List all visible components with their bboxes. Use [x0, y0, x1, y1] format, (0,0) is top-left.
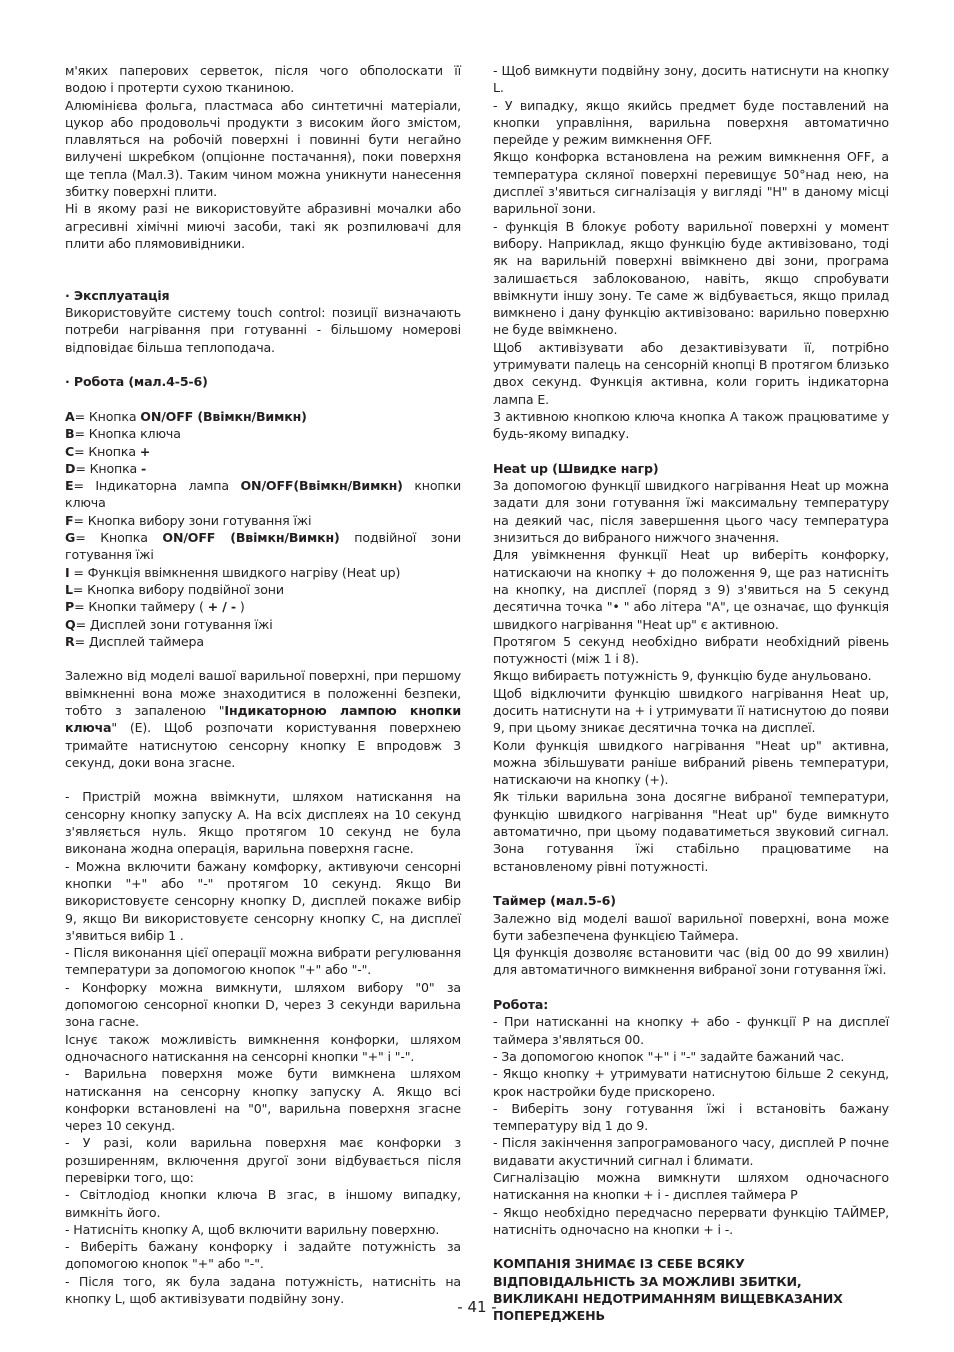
- disclaimer: КОМПАНІЯ ЗНИМАЄ ІЗ СЕБЕ ВСЯКУ ВІДПОВІДАЛЬНІСТЬ ЗА МОЖЛИВІ ЗБИТКИ, ВИКЛИКАНІ НЕДОТРИМАННЯМ ВИЩЕВКАЗАНИХ ПОПЕРЕДЖЕНЬ: [493, 1256, 843, 1324]
- paragraph: Щоб активізувати або дезактивізувати її, потрібно утримувати палець на сенсорній кнопці B протягом близько двох секунд. Функція активна, коли горить індикаторна лампа E.: [493, 339, 889, 407]
- legend-item-b: B= Кнопка ключа: [65, 426, 181, 442]
- legend-item-g: G= Кнопка ON/OFF (Ввімкн/Вимкн) подвійної зони готування їжі: [65, 530, 461, 563]
- paragraph: - Виберіть зону готування їжі і встановіть бажану температуру від 1 до 9.: [493, 1100, 889, 1134]
- paragraph: - У випадку, якщо якийсь предмет буде поставлений на кнопки управління, варильна поверхня автоматично перейде у режим вимкнення OFF.: [493, 97, 889, 148]
- paragraph: - Натисніть кнопку A, щоб включити варильну поверхню.: [65, 1221, 440, 1237]
- section-heading-operation: · Эксплуатація: [65, 287, 170, 303]
- paragraph: - Виберіть бажану конфорку і задайте потужність за допомогою кнопок "+" або "-".: [65, 1239, 461, 1272]
- paragraph: - Можна включити бажану комфорку, активуючи сенсорні кнопки "+" або "-" протягом 10 секунд. Якщо Ви використовуєте сенсорну кнопку D, дисплей покаже вибір 9, якщо Ви використовуєте сенсорну кнопку C, на дисплеї з'явиться вибір 1 .: [65, 858, 461, 943]
- legend-item-d: D= Кнопка -: [65, 460, 147, 476]
- paragraph: - Після того, як була задана потужність, натисніть на кнопку L, щоб активізувати подвійну зону.: [65, 1273, 461, 1307]
- paragraph: - Світлодіод кнопки ключа B згас, в іншому випадку, вимкніть його.: [65, 1187, 461, 1220]
- paragraph: - Якщо необхідно передчасно перервати функцію ТАЙМЕР, натисніть одночасно на кнопки + і -.: [493, 1204, 889, 1237]
- paragraph: - Після закінчення запрограмованого часу, дисплей P почне видавати акустичний сигнал і блимати.: [493, 1135, 889, 1168]
- paragraph: Протягом 5 секунд необхідно вибрати необхідний рівень потужності (між 1 і 8).: [493, 633, 889, 667]
- legend-item-a: A= Кнопка ON/OFF (Ввімкн/Вимкн): [65, 408, 307, 424]
- paragraph: Коли функція швидкого нагрівання "Heat up" активна, можна збільшувати раніше вибраний рівень температури, натискаючи на кнопку (+).: [493, 737, 889, 788]
- page-number: - 41 -: [457, 1298, 497, 1316]
- legend-item-i: I = Функція ввімкнення швидкого нагріву (Heat up): [65, 564, 401, 580]
- paragraph: За допомогою функції швидкого нагрівання Heat up можна задати для зони готування їжі максимальну температуру на деякий час, після завершення цього часу температура знизиться до вибраного нижчого значення.: [493, 478, 889, 546]
- section-heading-timer: Таймер (мал.5-6): [493, 893, 616, 909]
- paragraph: Сигналізацію можна вимкнути шляхом одночасного натискання на кнопки + і - дисплея таймера P: [493, 1170, 889, 1203]
- paragraph: Ні в якому разі не використовуйте абразивні мочалки або агресивні хімічні миючі засоби, такі як розпилювачі для плити або плямовивідники.: [65, 201, 461, 251]
- legend-item-e: E= Індикаторна лампа ON/OFF(Ввімкн/Вимкн) кнопки ключа: [65, 478, 461, 511]
- paragraph: - За допомогою кнопок "+" і "-" задайте бажаний час.: [493, 1048, 845, 1064]
- paragraph: м'яких паперових серветок, після чого обполоскати її водою і протерти сухою тканиною.: [65, 63, 461, 96]
- paragraph: - Щоб вимкнути подвійну зону, досить натиснути на кнопку L.: [493, 63, 889, 96]
- paragraph: Для увімкнення функції Heat up виберіть конфорку, натискаючи на кнопку + до положення 9, ще раз натисніть на кнопку, на дисплеї (поряд з 9) з'явиться на 5 секунд десятична точка "• " або літера "A", це означає, що функція швидкого нагрівання "Heat up" є активною.: [493, 547, 889, 632]
- legend-item-c: C= Кнопка +: [65, 443, 151, 459]
- paragraph: - При натисканні на кнопку + або - функції P на дисплеї таймера з'являться 00.: [493, 1014, 889, 1047]
- paragraph: Як тільки варильна зона досягне вибраної температури, функцію швидкого нагрівання "Heat up" буде вимкнуто автоматично, при цьому подаватиметься звуковий сигнал. Зона готування їжі стабільно працюватиме на встановленому рівні потужності.: [493, 789, 889, 874]
- legend-item-f: F= Кнопка вибору зони готування їжі: [65, 512, 312, 528]
- paragraph: - Конфорку можна вимкнути, шляхом вибору "0" за допомогою сенсорної кнопки D, через 3 секунди варильна зона гасне.: [65, 979, 461, 1030]
- section-heading-timer-work: Робота:: [493, 997, 549, 1013]
- button-legend: [65, 408, 461, 650]
- right-column: [493, 62, 889, 1325]
- paragraph: - Після виконання цієї операції можна вибрати регулювання температури за допомогою кнопок "+" або "-".: [65, 945, 461, 978]
- paragraph: Якщо конфорка встановлена на режим вимкнення OFF, а температура скляної поверхні перевищує 50°над нею, на дисплеї з'явиться сигналізація у вигляді "H" в даному місці варильної зони.: [493, 149, 889, 217]
- paragraph: Використовуйте систему touch control: позиції визначають потреби нагрівання при готуванні - більшому номерові відповідає більша теплоподача.: [65, 305, 461, 355]
- paragraph: Існує також можливість вимкнення конфорки, шляхом одночасного натискання на сенсорні кнопки "+" і "-".: [65, 1031, 461, 1064]
- legend-item-p: P= Кнопки таймеру ( + / - ): [65, 599, 245, 615]
- paragraph: - Якщо кнопку + утримувати натиснутою більше 2 секунд, крок настройки буде прискорено.: [493, 1066, 889, 1099]
- paragraph: Щоб відключити функцію швидкого нагрівання Heat up, досить натиснути на + і утримувати її натиснутою до появи 9, при цьому зникає десятична точка на дисплеї.: [493, 685, 889, 736]
- paragraph: - Варильна поверхня може бути вимкнена шляхом натискання на сенсорну кнопку запуску A. Якщо всі конфорки встановлені на "0", варильна поверхня згасне через 10 секунд.: [65, 1066, 461, 1134]
- safety-paragraph: Залежно від моделі вашої варильної поверхні, при першому ввімкненні вона може знаходитися в положенні безпеки, тобто з запаленою "Індикаторною лампою кнопки ключа" (E). Щоб розпочати користування поверхнею тримайте натиснутою сенсорну кнопку E впродовж 3 секунд, доки вона згасне.: [65, 668, 462, 770]
- paragraph: Ця функція дозволяє встановити час (від 00 до 99 хвилин) для автоматичного вимкнення вибраної зони готування їжі.: [493, 945, 889, 978]
- section-heading-heat-up: Heat up (Швидке нагр): [493, 460, 659, 476]
- left-column: [65, 62, 461, 1307]
- section-heading-work: · Робота (мал.4-5-6): [65, 374, 208, 390]
- legend-item-r: R= Дисплей таймера: [65, 633, 204, 649]
- paragraph: Алюмінієва фольга, пластмаса або синтетичні матеріали, цукор або продовольчі продукти з високим його змістом, плавляться на робочій поверхні і повинні бути негайно вилучені шкребком (опціонне постачання), поки поверхня ще тепла (Мал.3). Таким чином можна уникнути нанесення збитку поверхні плити.: [65, 97, 461, 200]
- legend-item-q: Q= Дисплей зони готування їжі: [65, 616, 273, 632]
- legend-item-l: L= Кнопка вибору подвійної зони: [65, 581, 284, 597]
- paragraph: - У разі, коли варильна поверхня має конфорки з розширенням, включення другої зони відбувається після перевірки того, що:: [65, 1135, 461, 1185]
- paragraph: 3 активною кнопкою ключа кнопка A також працюватиме у будь-якому випадку.: [493, 408, 889, 442]
- paragraph: Залежно від моделі вашої варильної поверхні, вона може бути забезпечена функцією Таймера.: [493, 910, 889, 943]
- paragraph: Якщо вибираєть потужність 9, функцію буде анульовано.: [493, 668, 872, 684]
- paragraph: - функція B блокує роботу варильної поверхні у момент вибору. Наприклад, якщо функцію буде активізовано, тоді як на варильній поверхні ввімкнено дві зони, програма залишається заблокованою, навіть, якщо спробувати ввімкнути іншу зону. Те саме ж відбувається, якщо прилад вимкнено і дану функцію активізовано: варильно поверхню не буде ввімкнено.: [493, 218, 889, 338]
- paragraph: - Пристрій можна ввімкнути, шляхом натискання на сенсорну кнопку запуску A. На всіх дисплеях на 10 секунд з'являється нуль. Якщо протягом 10 секунд не була виконана жодна операція, варильна поверхня гасне.: [65, 789, 461, 857]
